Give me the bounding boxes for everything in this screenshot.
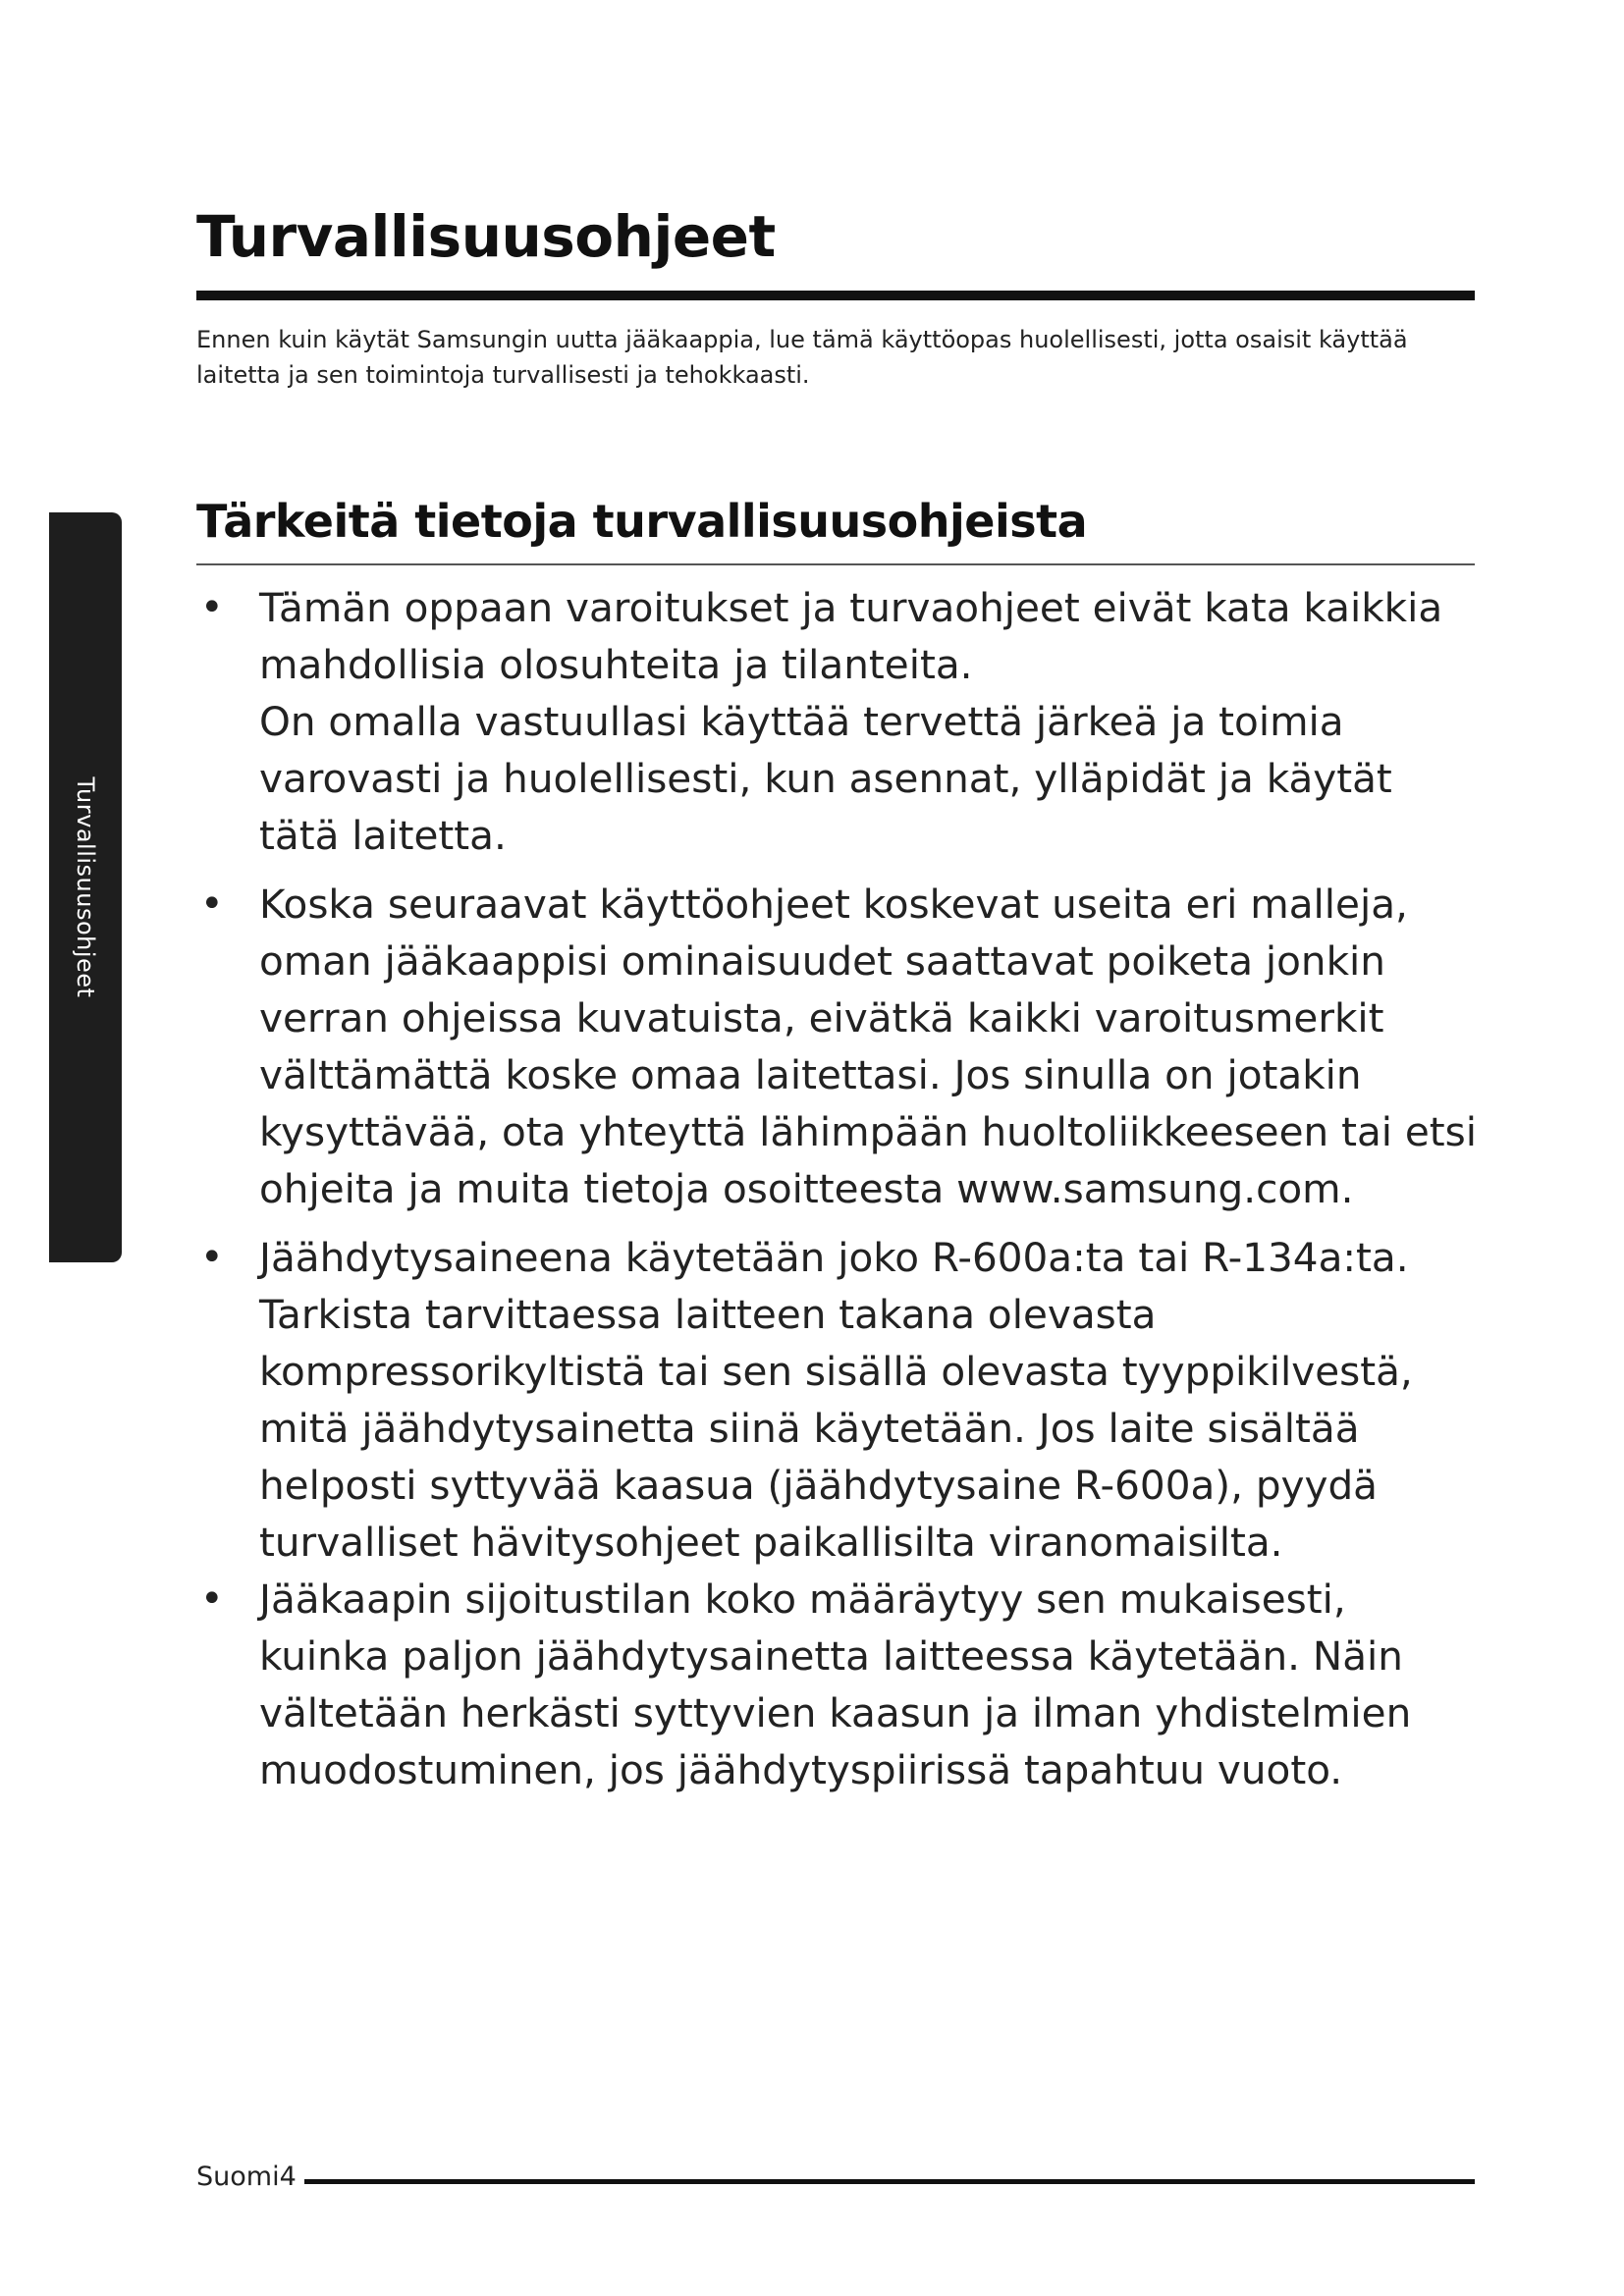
bullet-icon: •	[200, 585, 224, 630]
list-item	[196, 1571, 1483, 1798]
bullet-icon: •	[200, 1235, 224, 1280]
footer-language: Suomi	[196, 2162, 280, 2192]
bullet-icon: •	[200, 1576, 224, 1622]
footer-divider	[304, 2179, 1475, 2184]
page-footer	[196, 2163, 297, 2190]
page-number: 4	[279, 2162, 297, 2192]
list-item	[196, 1229, 1483, 1571]
side-section-tab	[49, 512, 122, 1262]
title-divider	[196, 291, 1475, 300]
bullet-text: Tämän oppaan varoitukset ja turvaohjeet eivät kata kaikkia mahdollisia olosuhteita ja tilanteita.	[259, 584, 1443, 688]
list-item	[196, 579, 1483, 864]
bullet-text: Jäähdytysaineena käytetään joko R-600a:ta tai R-134a:ta. Tarkista tarvittaessa laitteen takana olevasta kompressorikyltistä tai sen sisällä olevasta tyyppikilvestä, mitä jäähdytysainetta siinä käytetään. Jos laite sisältää helposti syttyvää kaasua (jäähdytysaine R-600a), pyydä turvalliset hävitysohjeet paikallisilta viranomaisilta.	[259, 1234, 1413, 1566]
list-item	[196, 876, 1483, 1217]
intro-paragraph: Ennen kuin käytät Samsungin uutta jääkaappia, lue tämä käyttöopas huolellisesti, jotta osaisit käyttää laitetta ja sen toimintoja turvallisesti ja tehokkaasti.	[196, 326, 1408, 389]
safety-bullet-list	[196, 579, 1483, 1798]
bullet-text: On omalla vastuullasi käyttää tervettä järkeä ja toimia varovasti ja huolellisesti, kun asennat, ylläpidät ja käytät tätä laitetta.	[259, 698, 1392, 859]
bullet-text: Jääkaapin sijoitustilan koko määräytyy sen mukaisesti, kuinka paljon jäähdytysainetta laitteessa käytetään. Näin vältetään herkästi syttyvien kaasun ja ilman yhdistelmien muodostuminen, jos jäähdytyspiirissä tapahtuu vuoto.	[259, 1575, 1412, 1793]
section-heading: Tärkeitä tietoja turvallisuusohjeista	[196, 495, 1088, 548]
page-title: Turvallisuusohjeet	[196, 203, 776, 270]
bullet-text: Koska seuraavat käyttöohjeet koskevat useita eri malleja, oman jääkaappisi ominaisuudet saattavat poiketa jonkin verran ohjeissa kuvatuista, eivätkä kaikki varoitusmerkit välttämättä koske omaa laitettasi. Jos sinulla on jotakin kysyttävää, ota yhteyttä lähimpään huoltoliikkeeseen tai etsi ohjeita ja muita tietoja osoitteesta www.samsung.com.	[259, 881, 1478, 1212]
section-divider	[196, 563, 1475, 565]
bullet-icon: •	[200, 881, 224, 927]
side-tab-label: Turvallisuusohjeet	[72, 776, 99, 998]
